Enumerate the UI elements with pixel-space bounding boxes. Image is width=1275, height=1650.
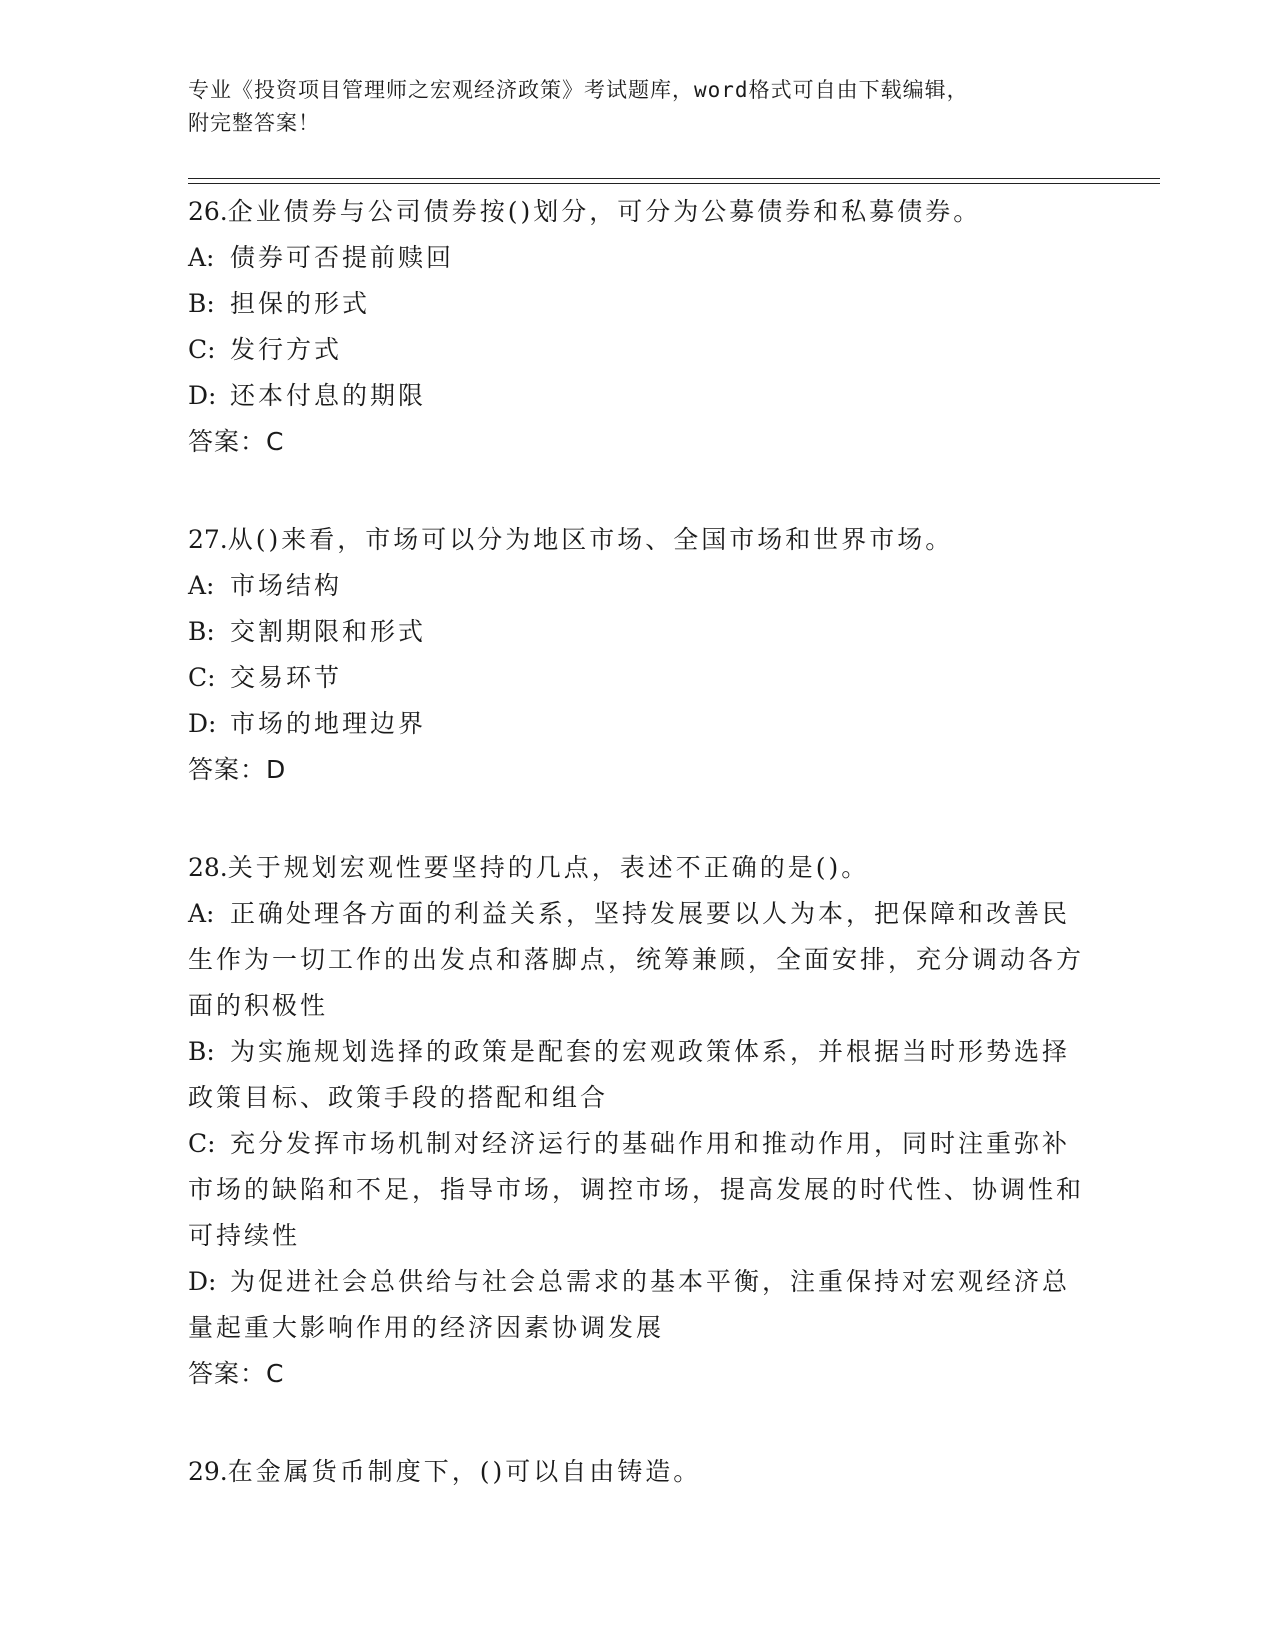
option-text: 充分发挥市场机制对经济运行的基础作用和推动作用，同时注重弥补市场的缺陷和不足，指导市场，调控市场，提高发展的时代性、协调性和可持续性 xyxy=(188,1129,1085,1250)
option-d xyxy=(188,1259,1088,1351)
answer-line: 答案：C xyxy=(188,1359,285,1388)
header-double-rule xyxy=(188,178,1160,184)
question-stem xyxy=(188,1449,1088,1495)
question-stem xyxy=(188,845,1088,891)
option-letter: B: xyxy=(188,617,215,646)
option-letter: B: xyxy=(188,289,215,318)
option-a xyxy=(188,563,1088,609)
option-letter: A: xyxy=(188,899,215,928)
option-d xyxy=(188,701,1088,747)
option-letter: D: xyxy=(188,709,217,738)
document-header xyxy=(188,74,1088,140)
option-letter: B: xyxy=(188,1037,215,1066)
question-list xyxy=(188,189,1088,1547)
question-text: 在金属货币制度下，()可以自由铸造。 xyxy=(227,1457,702,1486)
option-b xyxy=(188,609,1088,655)
option-text: 还本付息的期限 xyxy=(230,381,427,410)
question-text: 从()来看，市场可以分为地区市场、全国市场和世界市场。 xyxy=(227,525,954,554)
option-c xyxy=(188,1121,1088,1259)
question-number: 27. xyxy=(188,525,228,554)
question-27 xyxy=(188,517,1088,793)
question-text: 关于规划宏观性要坚持的几点，表述不正确的是()。 xyxy=(227,853,870,882)
option-c xyxy=(188,327,1088,373)
option-text: 担保的形式 xyxy=(230,289,371,318)
option-letter: D: xyxy=(188,1267,217,1296)
option-b xyxy=(188,281,1088,327)
option-text: 债券可否提前赎回 xyxy=(230,243,455,272)
answer-line: 答案：C xyxy=(188,427,285,456)
option-letter: C: xyxy=(188,335,216,364)
question-number: 26. xyxy=(188,197,228,226)
option-letter: D: xyxy=(188,381,217,410)
option-a xyxy=(188,235,1088,281)
question-29 xyxy=(188,1449,1088,1495)
question-stem xyxy=(188,189,1088,235)
option-text: 为实施规划选择的政策是配套的宏观政策体系，并根据当时形势选择政策目标、政策手段的搭配和组合 xyxy=(188,1037,1071,1112)
question-26 xyxy=(188,189,1088,465)
header-line-2: 附完整答案！ xyxy=(188,111,320,135)
question-number: 29. xyxy=(188,1457,228,1486)
question-number: 28. xyxy=(188,853,228,882)
option-a xyxy=(188,891,1088,1029)
option-letter: C: xyxy=(188,1129,216,1158)
option-b xyxy=(188,1029,1088,1121)
option-text: 为促进社会总供给与社会总需求的基本平衡，注重保持对宏观经济总量起重大影响作用的经济因素协调发展 xyxy=(188,1267,1071,1342)
option-text: 交割期限和形式 xyxy=(230,617,427,646)
option-c xyxy=(188,655,1088,701)
option-text: 正确处理各方面的利益关系，坚持发展要以人为本，把保障和改善民生作为一切工作的出发点和落脚点，统筹兼顾，全面安排，充分调动各方面的积极性 xyxy=(188,899,1085,1020)
option-text: 市场结构 xyxy=(230,571,343,600)
option-letter: A: xyxy=(188,571,215,600)
option-text: 发行方式 xyxy=(230,335,343,364)
header-line-1: 专业《投资项目管理师之宏观经济政策》考试题库，word格式可自由下载编辑， xyxy=(188,78,969,102)
question-text: 企业债券与公司债券按()划分，可分为公募债券和私募债券。 xyxy=(227,197,982,226)
option-d xyxy=(188,373,1088,419)
question-28 xyxy=(188,845,1088,1397)
question-stem xyxy=(188,517,1088,563)
option-text: 市场的地理边界 xyxy=(230,709,427,738)
option-letter: C: xyxy=(188,663,216,692)
answer-line: 答案：D xyxy=(188,755,287,784)
option-letter: A: xyxy=(188,243,215,272)
option-text: 交易环节 xyxy=(230,663,343,692)
